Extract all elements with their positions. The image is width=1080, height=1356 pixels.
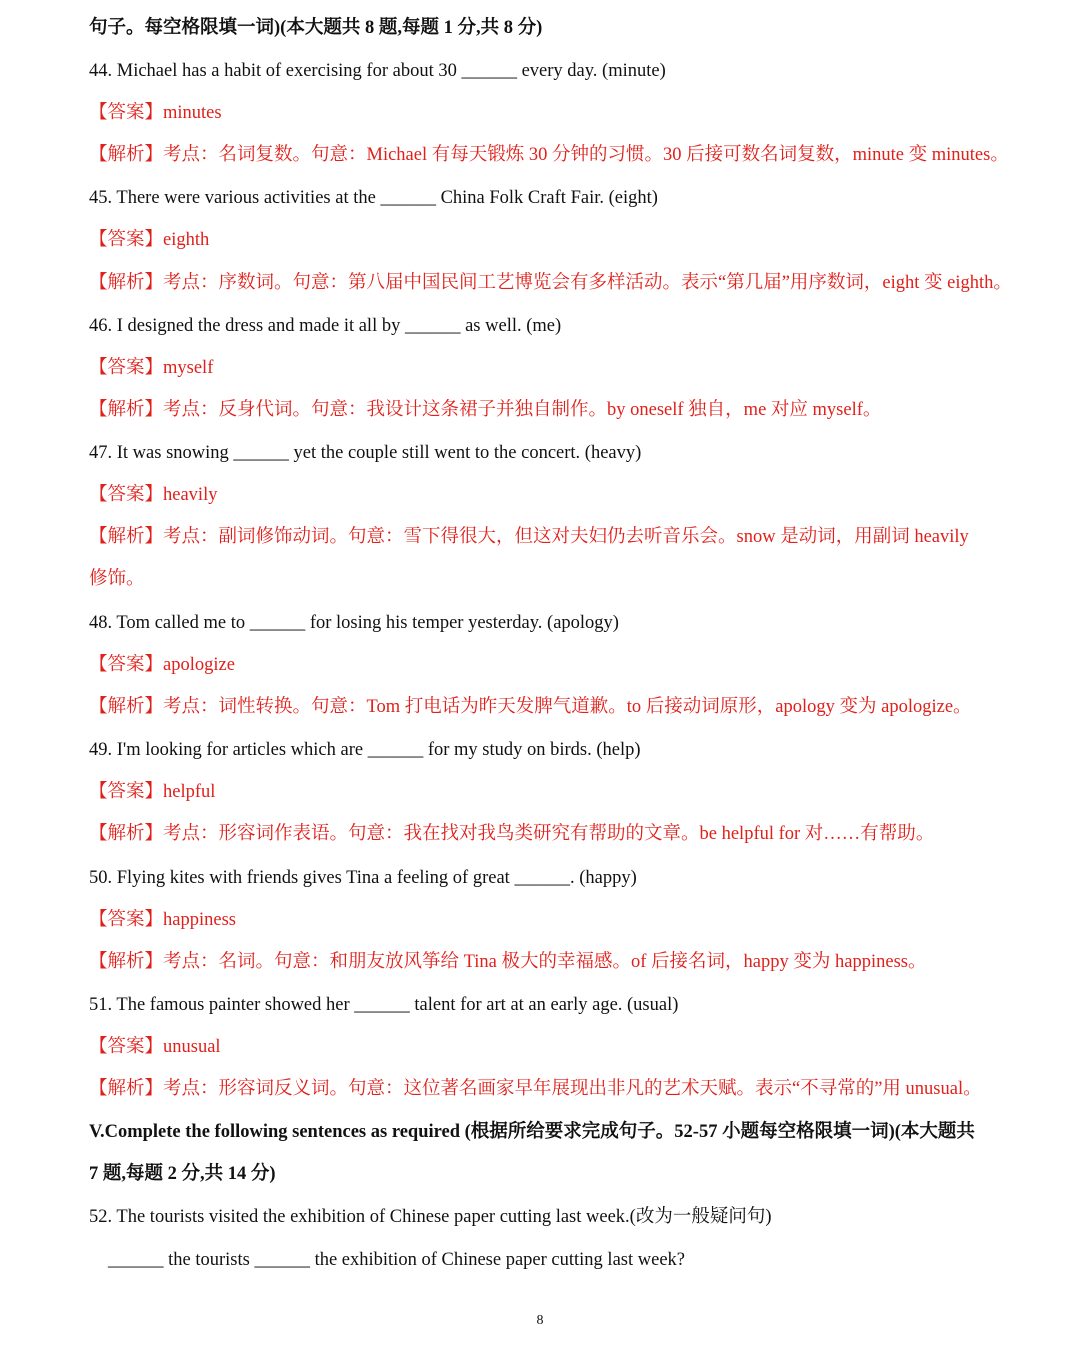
analysis-46: 【解析】考点：反身代词。句意：我设计这条裙子并独自制作。by oneself 独自，me 对应 myself。 <box>89 400 882 420</box>
analysis-49: 【解析】考点：形容词作表语。句意：我在找对我鸟类研究有帮助的文章。be helpful for 对……有帮助。 <box>89 824 935 844</box>
analysis-47: 【解析】考点：副词修饰动词。句意：雪下得很大，但这对夫妇仍去听音乐会。snow 是动词，用副词 heavily <box>89 527 969 547</box>
question-49: 49. I'm looking for articles which are ______ for my study on birds. (help) <box>89 740 641 760</box>
answer-51: 【答案】unusual <box>89 1037 221 1057</box>
analysis-47-cont: 修饰。 <box>89 569 145 589</box>
answer-49: 【答案】helpful <box>89 782 216 802</box>
answer-47: 【答案】heavily <box>89 485 218 505</box>
answer-45: 【答案】eighth <box>89 230 210 250</box>
page-number: 8 <box>536 1313 544 1328</box>
answer-44: 【答案】minutes <box>89 103 222 123</box>
analysis-48: 【解析】考点：词性转换。句意：Tom 打电话为昨天发脾气道歉。to 后接动词原形，apology 变为 apologize。 <box>89 697 972 717</box>
analysis-50: 【解析】考点：名词。句意：和朋友放风筝给 Tina 极大的幸福感。of 后接名词，happy 变为 happiness。 <box>89 952 927 972</box>
section-header-continued: 句子。每空格限填一词)(本大题共 8 题,每题 1 分,共 8 分) <box>89 18 543 38</box>
question-44: 44. Michael has a habit of exercising for about 30 ______ every day. (minute) <box>89 61 666 81</box>
question-52-blank-line: ______ the tourists ______ the exhibition of Chinese paper cutting last week? <box>108 1250 685 1270</box>
question-47: 47. It was snowing ______ yet the couple still went to the concert. (heavy) <box>89 443 642 463</box>
analysis-45: 【解析】考点：序数词。句意：第八届中国民间工艺博览会有多样活动。表示“第几届”用序数词，eight 变 eighth。 <box>89 273 1012 293</box>
analysis-44: 【解析】考点：名词复数。句意：Michael 有每天锻炼 30 分钟的习惯。30 后接可数名词复数，minute 变 minutes。 <box>89 145 1009 165</box>
question-51: 51. The famous painter showed her ______ talent for art at an early age. (usual) <box>89 995 679 1015</box>
section-v-heading: V.Complete the following sentences as required (根据所给要求完成句子。52-57 小题每空格限填一词)(本大题共 <box>89 1122 975 1142</box>
question-52: 52. The tourists visited the exhibition of Chinese paper cutting last week.(改为一般疑问句) <box>89 1207 772 1227</box>
answer-50: 【答案】happiness <box>89 910 236 930</box>
question-50: 50. Flying kites with friends gives Tina a feeling of great ______. (happy) <box>89 868 637 888</box>
question-45: 45. There were various activities at the ______ China Folk Craft Fair. (eight) <box>89 188 658 208</box>
question-48: 48. Tom called me to ______ for losing his temper yesterday. (apology) <box>89 613 619 633</box>
section-v-heading-cont: 7 题,每题 2 分,共 14 分) <box>89 1164 276 1184</box>
question-46: 46. I designed the dress and made it all by ______ as well. (me) <box>89 316 562 336</box>
analysis-51: 【解析】考点：形容词反义词。句意：这位著名画家早年展现出非凡的艺术天赋。表示“不寻常的”用 unusual。 <box>89 1079 982 1099</box>
answer-48: 【答案】apologize <box>89 655 235 675</box>
answer-46: 【答案】myself <box>89 358 214 378</box>
